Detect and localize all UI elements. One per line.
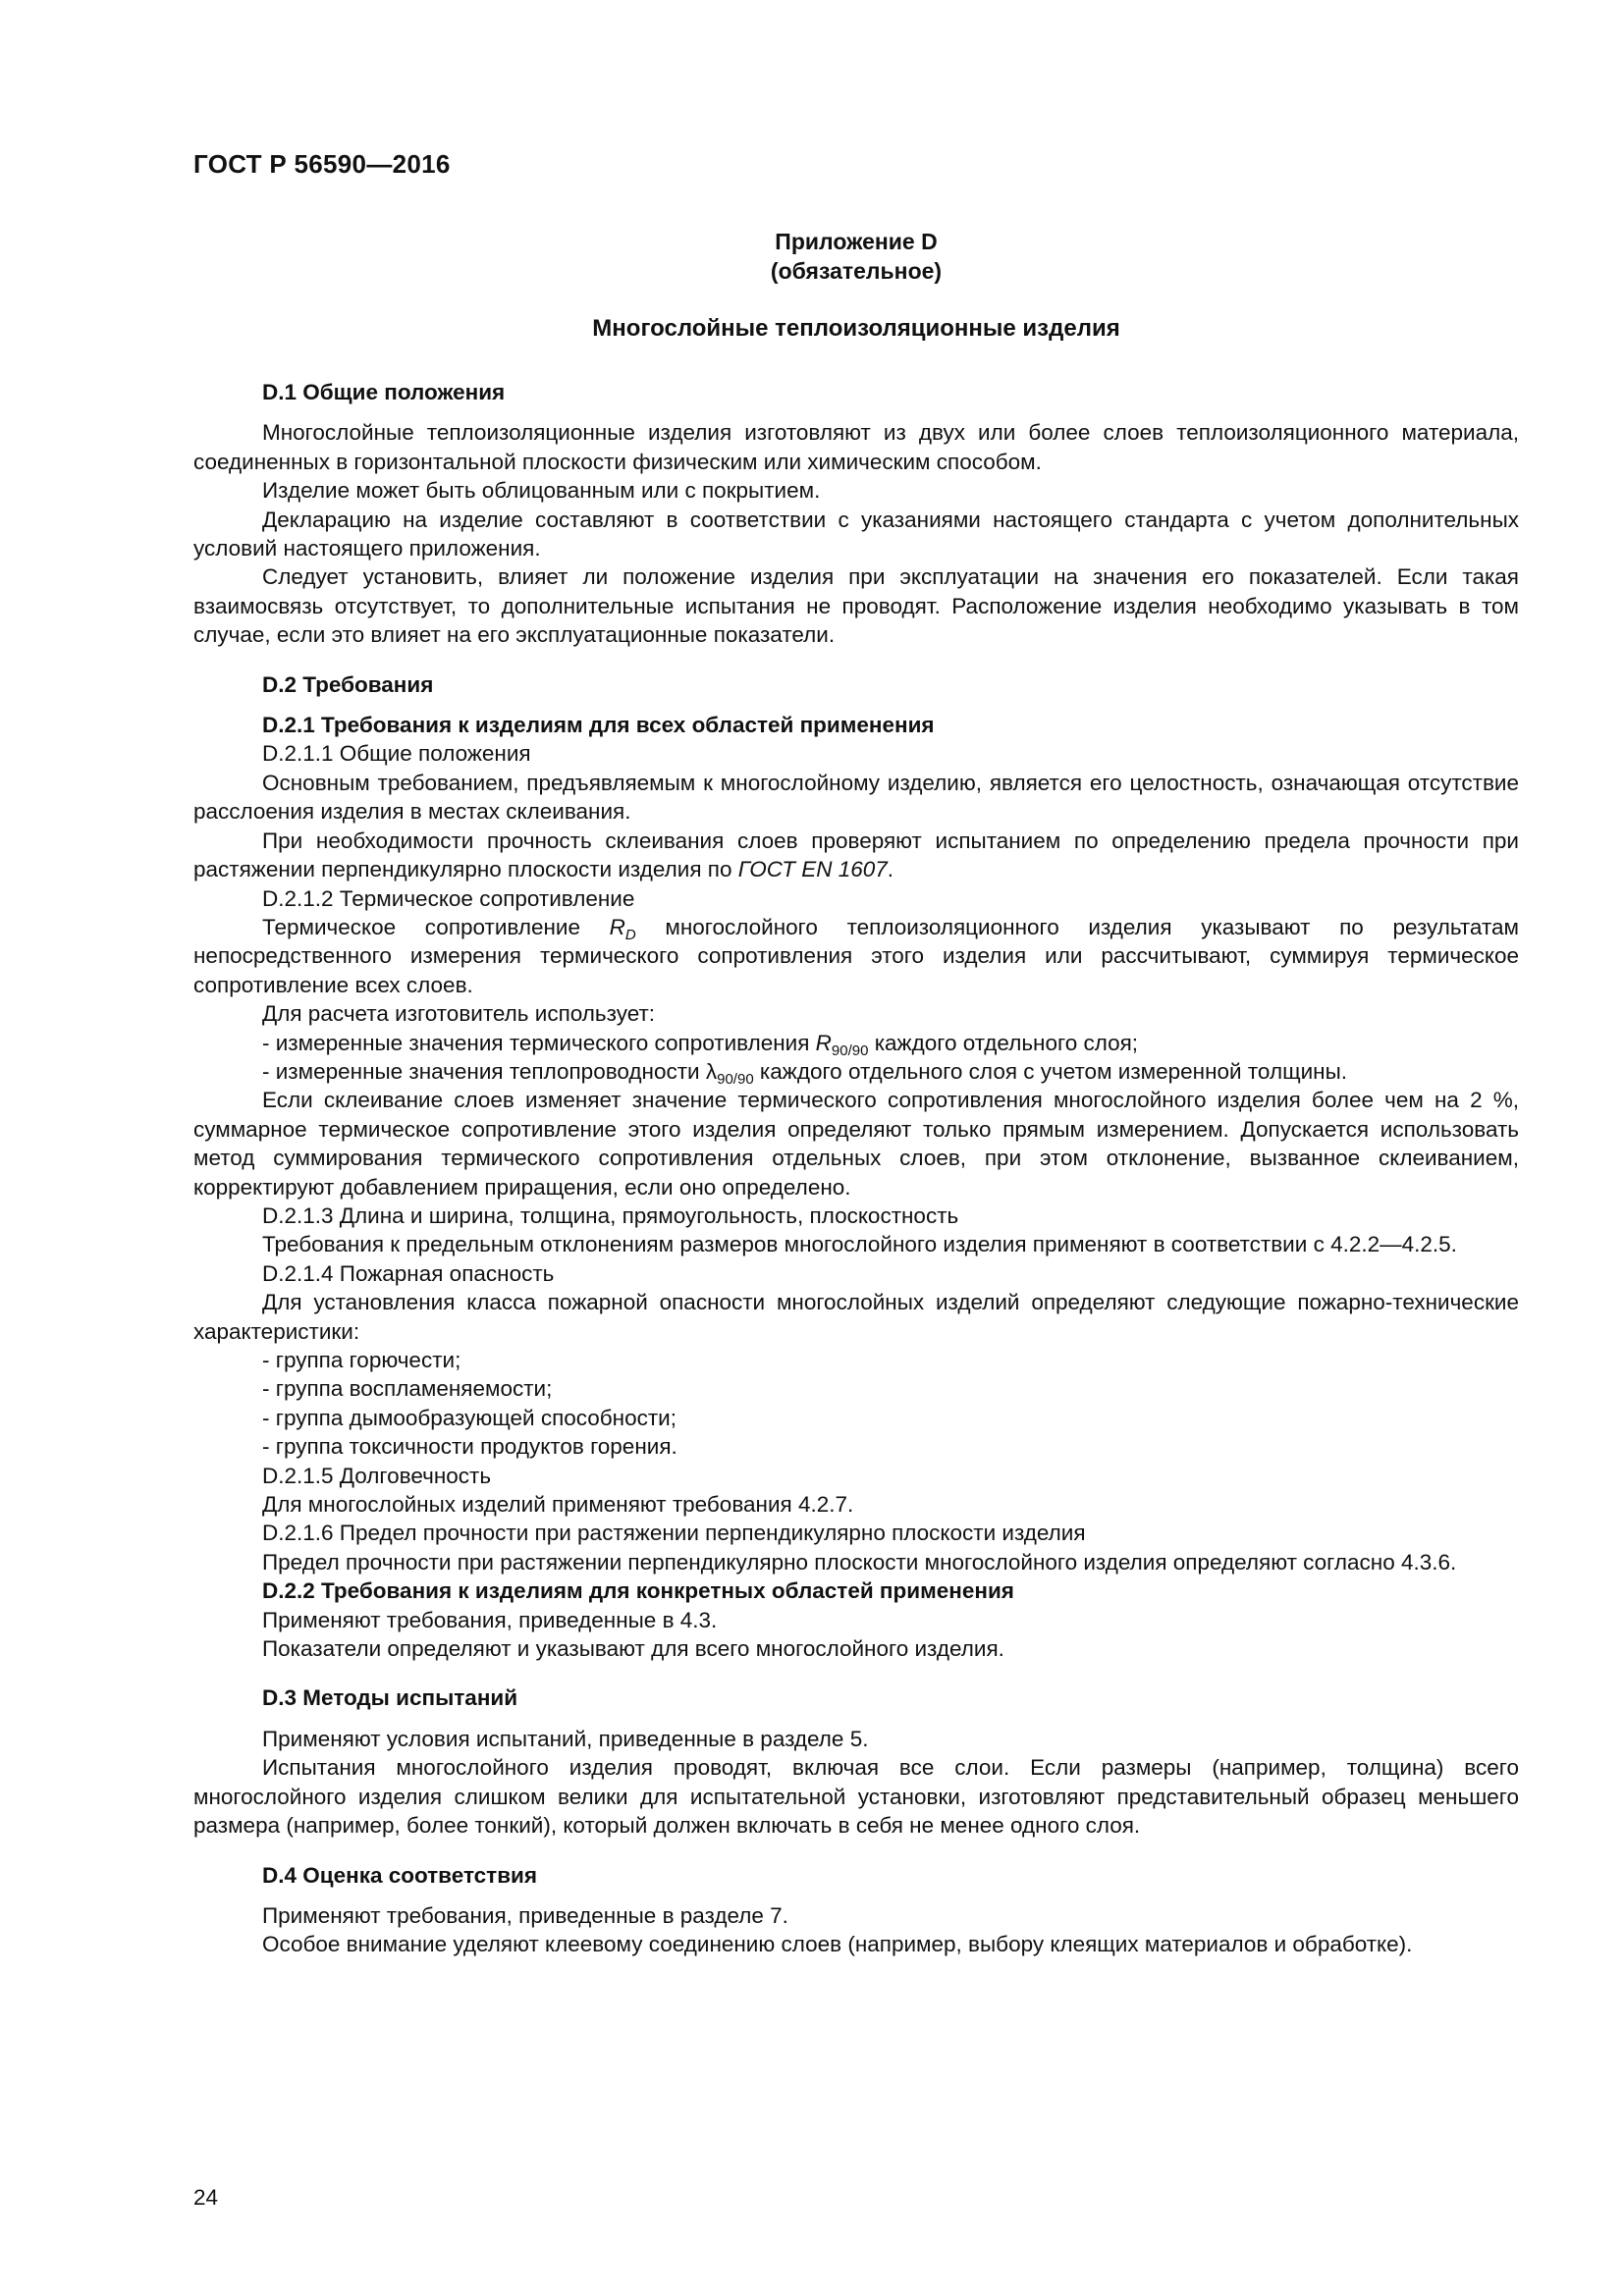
clause-title: D.2.1.3 Длина и ширина, толщина, прямоугольность, плоскостность [262,1202,959,1228]
paragraph: Применяют требования, приведенные в разделе 7. [262,1902,788,1928]
paragraph: Многослойные теплоизоляционные изделия изготовляют из двух или более слоев теплоизоляционного материала, соединенных в горизонтальной плоскости физическим или химическим способом. [193,420,1519,474]
paragraph: Следует установить, влияет ли положение изделия при эксплуатации на значения его показателей. Если такая взаимосвязь отсутствует, то дополнительные испытания не проводят. Расположение изделия необходимо указывать в том случае, если это влияет на его эксплуатационные показатели. [193,564,1519,648]
paragraph: Испытания многослойного изделия проводят, включая все слои. Если размеры (например, толщина) всего многослойного изделия слишком велики для испытательной установки, изготовляют представительный образец меньшего размера (например, более тонкий), который должен включать в себя не менее одного слоя. [193,1755,1519,1839]
paragraph: Требования к предельным отклонениям размеров многослойного изделия применяют в соответствии с 4.2.2—4.2.5. [262,1232,1457,1257]
standard-reference: ГОСТ EN 1607 [737,857,888,882]
annex-status: (обязательное) [770,258,943,284]
section-heading-d4: D.4 Оценка соответствия [262,1862,537,1888]
symbol-subscript: D [624,926,636,943]
clause-title: D.2.1.5 Долговечность [262,1463,492,1488]
clause-title: D.2.1.6 Предел прочности при растяжении перпендикулярно плоскости изделия [262,1521,1086,1546]
section-heading-d1: D.1 Общие положения [262,380,506,404]
page-number: 24 [193,2185,219,2210]
paragraph: Особое внимание уделяют клеевому соединению слоев (например, выбору клеящих материалов и обработке). [262,1932,1413,1957]
text: - измеренные значения теплопроводности λ [262,1058,718,1084]
list-item: - группа горючести; [262,1348,461,1372]
text: При необходимости прочность склеивания слоев проверяют испытанием по определению предела прочности при растяжении перпендикулярно плоскости изделия по [193,828,1519,882]
list-item: - группа воспламеняемости; [262,1376,553,1402]
symbol-subscript: 90/90 [717,1070,754,1088]
paragraph [193,827,1519,884]
clause-title: D.2.1.1 Общие положения [262,741,531,767]
symbol-subscript: 90/90 [831,1041,869,1059]
document-code: ГОСТ Р 56590—2016 [193,149,451,179]
paragraph: Изделие может быть облицованным или с покрытием. [262,478,821,504]
subsection-heading-d21: D.2.1 Требования к изделиям для всех областей применения [262,713,935,738]
clause-title: D.2.1.2 Термическое сопротивление [262,885,635,911]
list-item: - группа дымообразующей способности; [262,1405,677,1430]
paragraph: Для расчета изготовитель использует: [262,1001,656,1027]
text: каждого отдельного слоя с учетом измеренной толщины. [753,1058,1347,1084]
paragraph: Для установления класса пожарной опасности многослойных изделий определяют следующие пожарно-технические характеристики: [193,1290,1519,1344]
symbol: R [609,914,625,939]
text: - измеренные значения термического сопротивления [262,1030,816,1055]
list-item: - группа токсичности продуктов горения. [262,1434,677,1460]
text: Термическое сопротивление [262,914,610,939]
paragraph: Предел прочности при растяжении перпендикулярно плоскости многослойного изделия определяют согласно 4.3.6. [262,1549,1457,1575]
annex-name: Многослойные теплоизоляционные изделия [592,315,1120,342]
annex-title: Приложение D [775,229,938,254]
subsection-heading-d22: D.2.2 Требования к изделиям для конкретных областей применения [262,1578,1014,1604]
paragraph: Для многослойных изделий применяют требования 4.2.7. [262,1492,854,1518]
paragraph: Основным требованием, предъявляемым к многослойному изделию, является его целостность, означающая отсутствие расслоения изделия в местах склеивания. [193,770,1519,825]
document-body [193,378,1519,1959]
paragraph: Показатели определяют и указывают для всего многослойного изделия. [262,1636,1004,1662]
paragraph [193,913,1519,999]
list-item [193,1057,1519,1086]
text: каждого отдельного слоя; [868,1030,1139,1055]
symbol: R [815,1030,832,1055]
list-item [193,1029,1519,1057]
text: . [887,857,894,882]
paragraph: Декларацию на изделие составляют в соответствии с указаниями настоящего стандарта с учетом дополнительных условий настоящего приложения. [193,507,1519,561]
text: многослойного теплоизоляционного изделия указывают по результатам непосредственного измерения термического сопротивления этого изделия или рассчитывают, суммируя термическое сопротивление всех слоев. [193,914,1519,997]
section-heading-d3: D.3 Методы испытаний [262,1685,518,1711]
section-heading-d2: D.2 Требования [262,671,434,697]
paragraph: Если склеивание слоев изменяет значение термического сопротивления многослойного изделия более чем на 2 %, суммарное термическое сопротивление этого изделия определяют только прямым измерением. Допускается использовать метод суммирования термического сопротивления отдельных слоев, при этом отклонение, вызванное склеиванием, корректируют добавлением приращения, если оно определено. [193,1088,1519,1200]
paragraph: Применяют условия испытаний, приведенные в разделе 5. [262,1726,869,1751]
clause-title: D.2.1.4 Пожарная опасность [262,1260,555,1286]
paragraph: Применяют требования, приведенные в 4.3. [262,1607,718,1632]
